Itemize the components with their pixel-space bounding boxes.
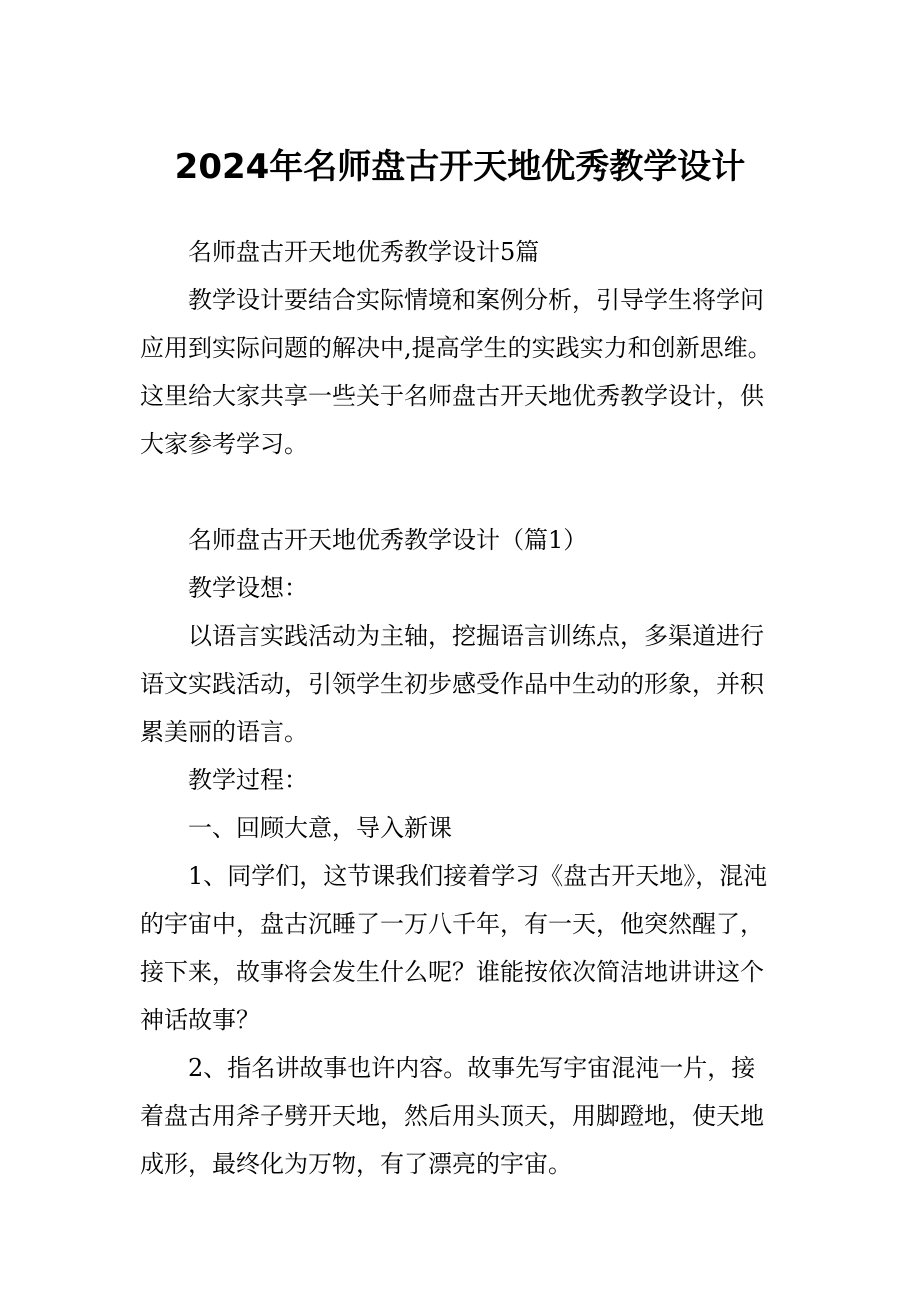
paragraph-line: 2、指名讲故事也许内容。故事先写宇宙混沌一片，接 bbox=[188, 1054, 756, 1082]
paragraph-line: 的宇宙中，盘古沉睡了一万八千年，有一天，他突然醒了， bbox=[140, 910, 764, 938]
paragraph-line: 教学设计要结合实际情境和案例分析，引导学生将学问 bbox=[188, 286, 764, 314]
paragraph-line: 成形，最终化为万物，有了漂亮的宇宙。 bbox=[140, 1150, 572, 1178]
subheading: 教学设想： bbox=[188, 574, 308, 602]
paragraph-line: 着盘古用斧子劈开天地，然后用头顶天，用脚蹬地，使天地 bbox=[140, 1102, 764, 1130]
intro-heading: 名师盘古开天地优秀教学设计5篇 bbox=[188, 238, 540, 266]
paragraph-line: 这里给大家共享一些关于名师盘古开天地优秀教学设计，供 bbox=[140, 382, 764, 410]
document-title: 2024年名师盘古开天地优秀教学设计 bbox=[174, 147, 746, 187]
section-heading: 名师盘古开天地优秀教学设计（篇1） bbox=[188, 526, 588, 554]
subheading: 教学过程： bbox=[188, 766, 308, 794]
paragraph-line: 接下来，故事将会发生什么呢？谁能按依次简洁地讲讲这个 bbox=[140, 958, 764, 986]
paragraph-line: 神话故事？ bbox=[140, 1006, 260, 1034]
subheading: 一、回顾大意，导入新课 bbox=[188, 814, 452, 842]
paragraph-line: 累美丽的语言。 bbox=[140, 718, 308, 746]
paragraph-line: 1、同学们，这节课我们接着学习《盘古开天地》，混沌 bbox=[188, 862, 768, 890]
paragraph-line: 应用到实际问题的解决中,提高学生的实践实力和创新思维。 bbox=[140, 334, 772, 362]
paragraph-line: 大家参考学习。 bbox=[140, 430, 308, 458]
paragraph-line: 语文实践活动，引领学生初步感受作品中生动的形象，并积 bbox=[140, 670, 764, 698]
blank-line bbox=[140, 468, 800, 516]
paragraph-line: 以语言实践活动为主轴，挖掘语言训练点，多渠道进行 bbox=[188, 622, 764, 650]
document-body bbox=[140, 228, 800, 1188]
